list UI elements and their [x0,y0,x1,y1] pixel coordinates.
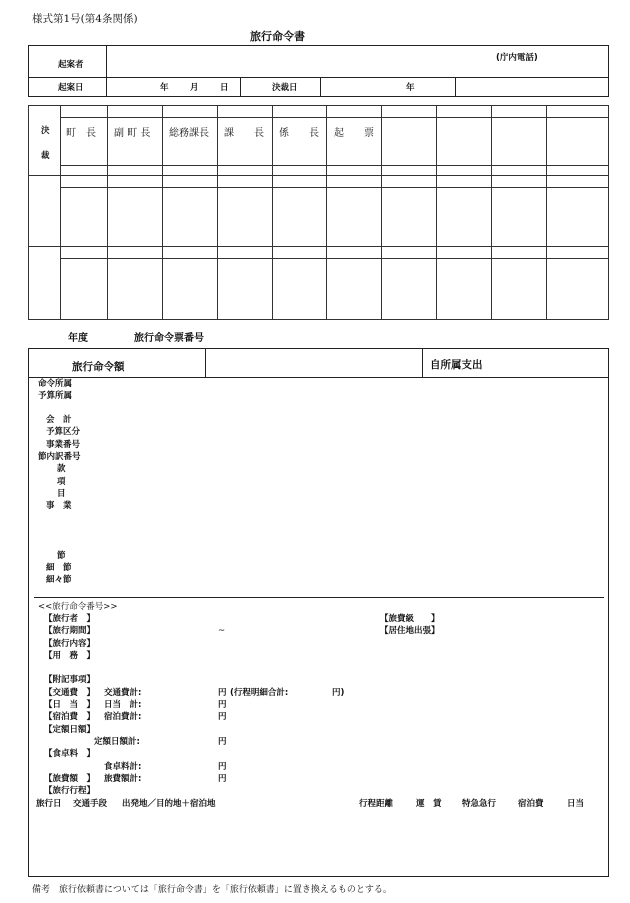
daily-total-label: 日当 計: [104,700,142,710]
decision-date-label: 決裁日 [272,83,298,93]
fiscal-year-label: 年度 [68,333,88,344]
daily-label: 【日 当 】 [44,700,96,710]
itinerary-detail-label: (行程明細合計: [230,688,289,698]
budget-label: 細々節 [46,575,72,585]
col-transport: 交通手段 [73,799,108,809]
budget-label: 事 業 [46,501,72,511]
budget-label: 予算所属 [38,391,73,401]
title-section-chief: 課 長 [224,128,264,139]
col-distance: 行程距離 [359,799,394,809]
col-route: 出発地／目的地＋宿泊地 [122,799,216,809]
budget-label: 項 [57,477,66,487]
budget-label: 節 [57,551,66,561]
travel-total-label: 旅費額計: [104,774,142,784]
own-expense-label: 自所属支出 [430,359,483,371]
order-box [28,348,609,877]
travel-amount-label: 【旅費額 】 [44,774,96,784]
purpose-label: 【用 務 】 [44,651,96,661]
col-fare: 運 賃 [416,799,442,809]
month-label: 月 [190,83,199,93]
order-amount-label: 旅行命令額 [72,361,125,373]
title-drafter: 起 票 [334,128,374,139]
col-express: 特急急行 [462,799,497,809]
approval-cell[interactable] [492,118,547,166]
grade-label: 【旅費級 】 [380,614,440,624]
budget-label: 目 [57,489,66,499]
order-number: <<旅行命令番号>> [38,602,118,612]
yen-label: 円 [218,688,227,698]
approval-label-sai: 裁 [41,151,50,161]
yen-label: 円 [218,774,227,784]
col-daily: 日当 [567,799,585,809]
footer-note: 備考 旅行依頼書については「旅行命令書」を「旅行依頼書」に置き換えるものとする。 [32,885,392,895]
decision-year-label: 年 [406,83,415,93]
day-label: 日 [220,83,229,93]
approval-cell[interactable] [546,118,608,166]
transport-total-label: 交通費計: [104,688,142,698]
form-number: 様式第1号(第4条関係) [32,13,138,25]
phone-label: (庁内電話) [496,53,538,63]
yen-label: 円 [218,762,227,772]
fixed-label: 【定額日額】 [44,725,96,735]
period-label: 【旅行期間】 [44,626,96,636]
meal-label: 【食卓料 】 [44,749,96,759]
transport-label: 【交通費 】 [44,688,96,698]
budget-label: 款 [57,464,66,474]
content-label: 【旅行内容】 [44,639,96,649]
budget-label: 事業番号 [46,440,81,450]
yen-label: 円 [218,737,227,747]
budget-label: 節内訳番号 [38,452,81,462]
proposer-label: 起案者 [58,60,84,70]
itinerary-yen-label: 円) [332,688,345,698]
traveler-label: 【旅行者 】 [44,614,96,624]
title-vice-mayor: 副 町 長 [114,128,151,139]
itinerary-label: 【旅行行程】 [44,786,96,796]
voucher-number-label: 旅行命令票番号 [134,333,204,344]
period-tilde: ~ [218,626,226,636]
local-trip-label: 【居住地出張】 [380,626,440,636]
budget-label: 命令所属 [38,379,73,389]
lodging-label: 【宿泊費 】 [44,712,96,722]
lodging-total-label: 宿泊費計: [104,712,142,722]
approval-cell[interactable] [382,118,437,166]
col-lodging: 宿泊費 [518,799,544,809]
col-travel-date: 旅行日 [36,799,62,809]
approval-cell[interactable] [437,118,492,166]
title-subsection-chief: 係 長 [279,128,319,139]
meal-total-label: 食卓料計: [104,762,142,772]
form-title: 旅行命令書 [250,30,305,43]
budget-label: 細 節 [46,563,72,573]
title-mayor: 町 長 [66,128,96,139]
yen-label: 円 [218,700,227,710]
year-label: 年 [160,83,169,93]
date-label: 起案日 [58,83,84,93]
yen-label: 円 [218,712,227,722]
approval-label-ketsu: 決 [41,126,50,136]
budget-label: 予算区分 [46,427,81,437]
fixed-total-label: 定額日額計: [94,737,140,747]
title-general-manager: 総務課長 [169,128,209,139]
notes-label: 【附記事項】 [44,675,96,685]
budget-label: 会 計 [46,415,72,425]
